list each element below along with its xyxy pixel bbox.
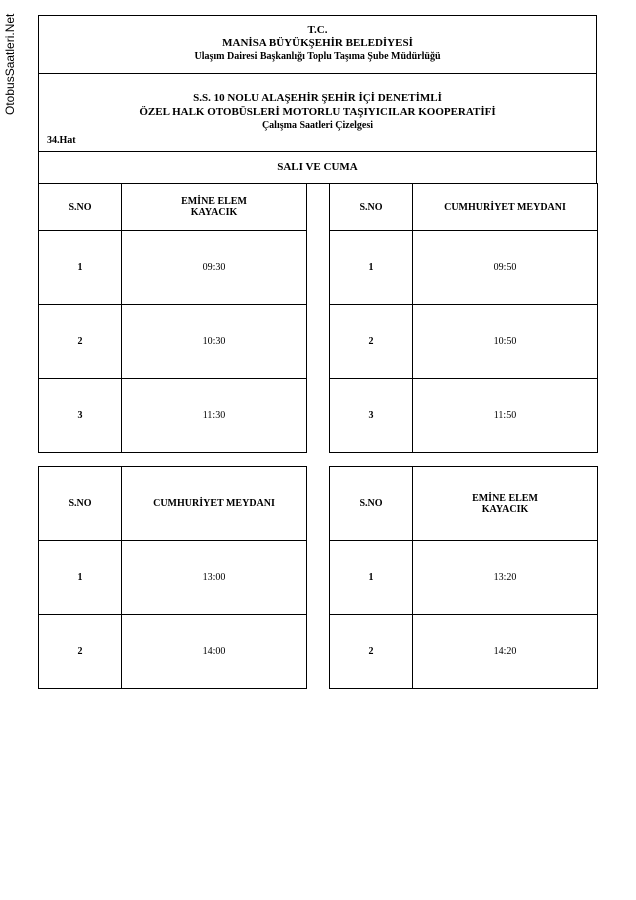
day-label: SALI VE CUMA	[38, 151, 597, 184]
subheader-line1: S.S. 10 NOLU ALAŞEHİR ŞEHİR İÇİ DENETİMLİ	[193, 92, 442, 104]
subheader-line3: Çalışma Saatleri Çizelgesi	[261, 120, 374, 131]
row-number: 3	[330, 379, 413, 453]
row-number: 1	[330, 541, 413, 615]
schedule-table-4	[329, 466, 598, 689]
departure-time: 09:30	[122, 231, 307, 305]
schedule-table-3	[38, 466, 307, 689]
row-number: 1	[39, 231, 122, 305]
row-number: 3	[39, 379, 122, 453]
departure-time: 11:50	[413, 379, 598, 453]
stop-name-line2: KAYACIK	[190, 207, 238, 218]
col-header-sno: S.NO	[39, 467, 122, 541]
row-number: 2	[330, 615, 413, 689]
subheader-line2: ÖZEL HALK OTOBÜSLERİ MOTORLU TAŞIYICILAR KOOPERATİFİ	[139, 106, 496, 118]
col-header-sno: S.NO	[330, 467, 413, 541]
stop-name-line1: EMİNE ELEM	[472, 492, 538, 504]
departure-time: 11:30	[122, 379, 307, 453]
stop-name-line1: CUMHURİYET MEYDANI	[153, 498, 275, 509]
row-number: 2	[39, 305, 122, 379]
departure-time: 13:00	[122, 541, 307, 615]
row-number: 2	[39, 615, 122, 689]
col-header-stop	[413, 184, 598, 231]
departure-time: 09:50	[413, 231, 598, 305]
col-header-stop	[413, 467, 598, 541]
departure-time: 14:20	[413, 615, 598, 689]
stop-name-line1: EMİNE ELEM	[181, 196, 247, 207]
header-line3: Ulaşım Dairesi Başkanlığı Toplu Taşıma Şube Müdürlüğü	[194, 51, 441, 62]
stop-name-line1: CUMHURİYET MEYDANI	[444, 201, 566, 213]
row-number: 1	[330, 231, 413, 305]
route-number: 34.Hat	[47, 135, 76, 146]
row-number: 1	[39, 541, 122, 615]
col-header-stop	[122, 184, 307, 231]
departure-time: 10:30	[122, 305, 307, 379]
departure-time: 14:00	[122, 615, 307, 689]
header-line1: T.C.	[307, 24, 328, 36]
departure-time: 13:20	[413, 541, 598, 615]
schedule-table-1	[38, 183, 307, 453]
header-box	[38, 15, 597, 74]
col-header-stop	[122, 467, 307, 541]
departure-time: 10:50	[413, 305, 598, 379]
schedule-table-2	[329, 183, 598, 453]
col-header-sno: S.NO	[330, 184, 413, 231]
row-number: 2	[330, 305, 413, 379]
stop-name-line2: KAYACIK	[481, 503, 529, 515]
subheader-box	[38, 73, 597, 152]
site-watermark: OtobusSaatleri.Net	[3, 13, 17, 115]
header-line2: MANİSA BÜYÜKŞEHİR BELEDİYESİ	[222, 37, 413, 49]
col-header-sno: S.NO	[39, 184, 122, 231]
